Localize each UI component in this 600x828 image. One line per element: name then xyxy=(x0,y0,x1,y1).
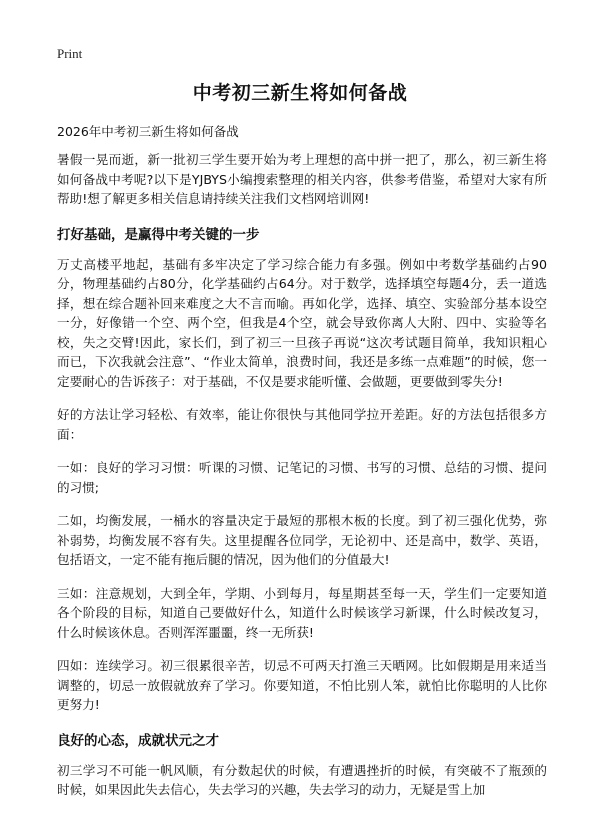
paragraph-continuity: 四如：连续学习。初三很累很辛苦，切忌不可两天打渔三天晒网。比如假期是用来适当调整的，切忌一放假就放弃了学习。你要知道，不怕比别人笨，就怕比你聪明的人比你更努力! xyxy=(57,658,547,712)
paragraph-planning: 三如：注意规划，大到全年，学期、小到每月，每星期甚至每一天，学生们一定要知道各个阶段的目标，知道自己要做好什么，知道什么时候该学习新课，什么时候改复习，什么时候该休息。否则浑浑噩噩，终一无所获! xyxy=(57,585,547,640)
paragraph-balance: 二如，均衡发展，一桶水的容量决定于最短的那根木板的长度。到了初三强化优势，弥补弱势，均衡发展不容有失。这里提醒各位同学，无论初中、还是高中，数学、英语，包括语文，一定不能有拖后腿的情况，因为他们的分值最大! xyxy=(57,513,547,567)
page-title: 中考初三新生将如何备战 xyxy=(192,82,408,104)
intro-paragraph: 暑假一晃而逝，新一批初三学生要开始为考上理想的高中拼一把了，那么，初三新生将如何备战中考呢?以下是YJBYS小编搜索整理的相关内容，供参考借鉴，希望对大家有所帮助!想了解更多相关信息请持续关注我们文档网培训网! xyxy=(57,152,547,206)
paragraph-methods: 好的方法让学习轻松、有效率，能让你很快与其他同学拉开差距。好的方法包括很多方面： xyxy=(57,407,547,442)
section-heading-mindset: 良好的心态，成就状元之才 xyxy=(57,732,219,749)
article-subtitle: 2026年中考初三新生将如何备战 xyxy=(57,124,239,139)
paragraph-habits: 一如：良好的学习习惯：听课的习惯、记笔记的习惯、书写的习惯、总结的习惯、提问的习惯; xyxy=(57,460,547,495)
section-heading-foundation: 打好基础，是赢得中考关键的一步 xyxy=(57,226,260,243)
print-link[interactable]: Print xyxy=(57,46,83,61)
article-body xyxy=(57,150,547,814)
paragraph-foundation: 万丈高楼平地起，基础有多牢决定了学习综合能力有多强。例如中考数学基础约占90分，物理基础约占80分，化学基础约占64分。对于数学，选择填空每题4分，丢一道选择，想在综合题补回来难度之大不言而喻。再如化学，选择、填空、实验部分基本设空一分，好像错一个空、两个空，但我是4个空，就会导致你离人大附、四中、实验等名校，失之交臂!因此，家长们，到了初三一旦孩子再说“这次考试题目简单，我知识粗心而已，下次我就会注意”、“作业太简单，浪费时间，我还是多练一点难题”的时候，您一定要耐心的告诉孩子：对于基础，不仅是要求能听懂、会做题，更要做到零失分! xyxy=(57,256,547,389)
paragraph-mindset: 初三学习不可能一帆风顺，有分数起伏的时候，有遭遇挫折的时候，有突破不了瓶颈的时候，如果因此失去信心，失去学习的兴趣，失去学习的动力，无疑是雪上加 xyxy=(57,762,547,797)
